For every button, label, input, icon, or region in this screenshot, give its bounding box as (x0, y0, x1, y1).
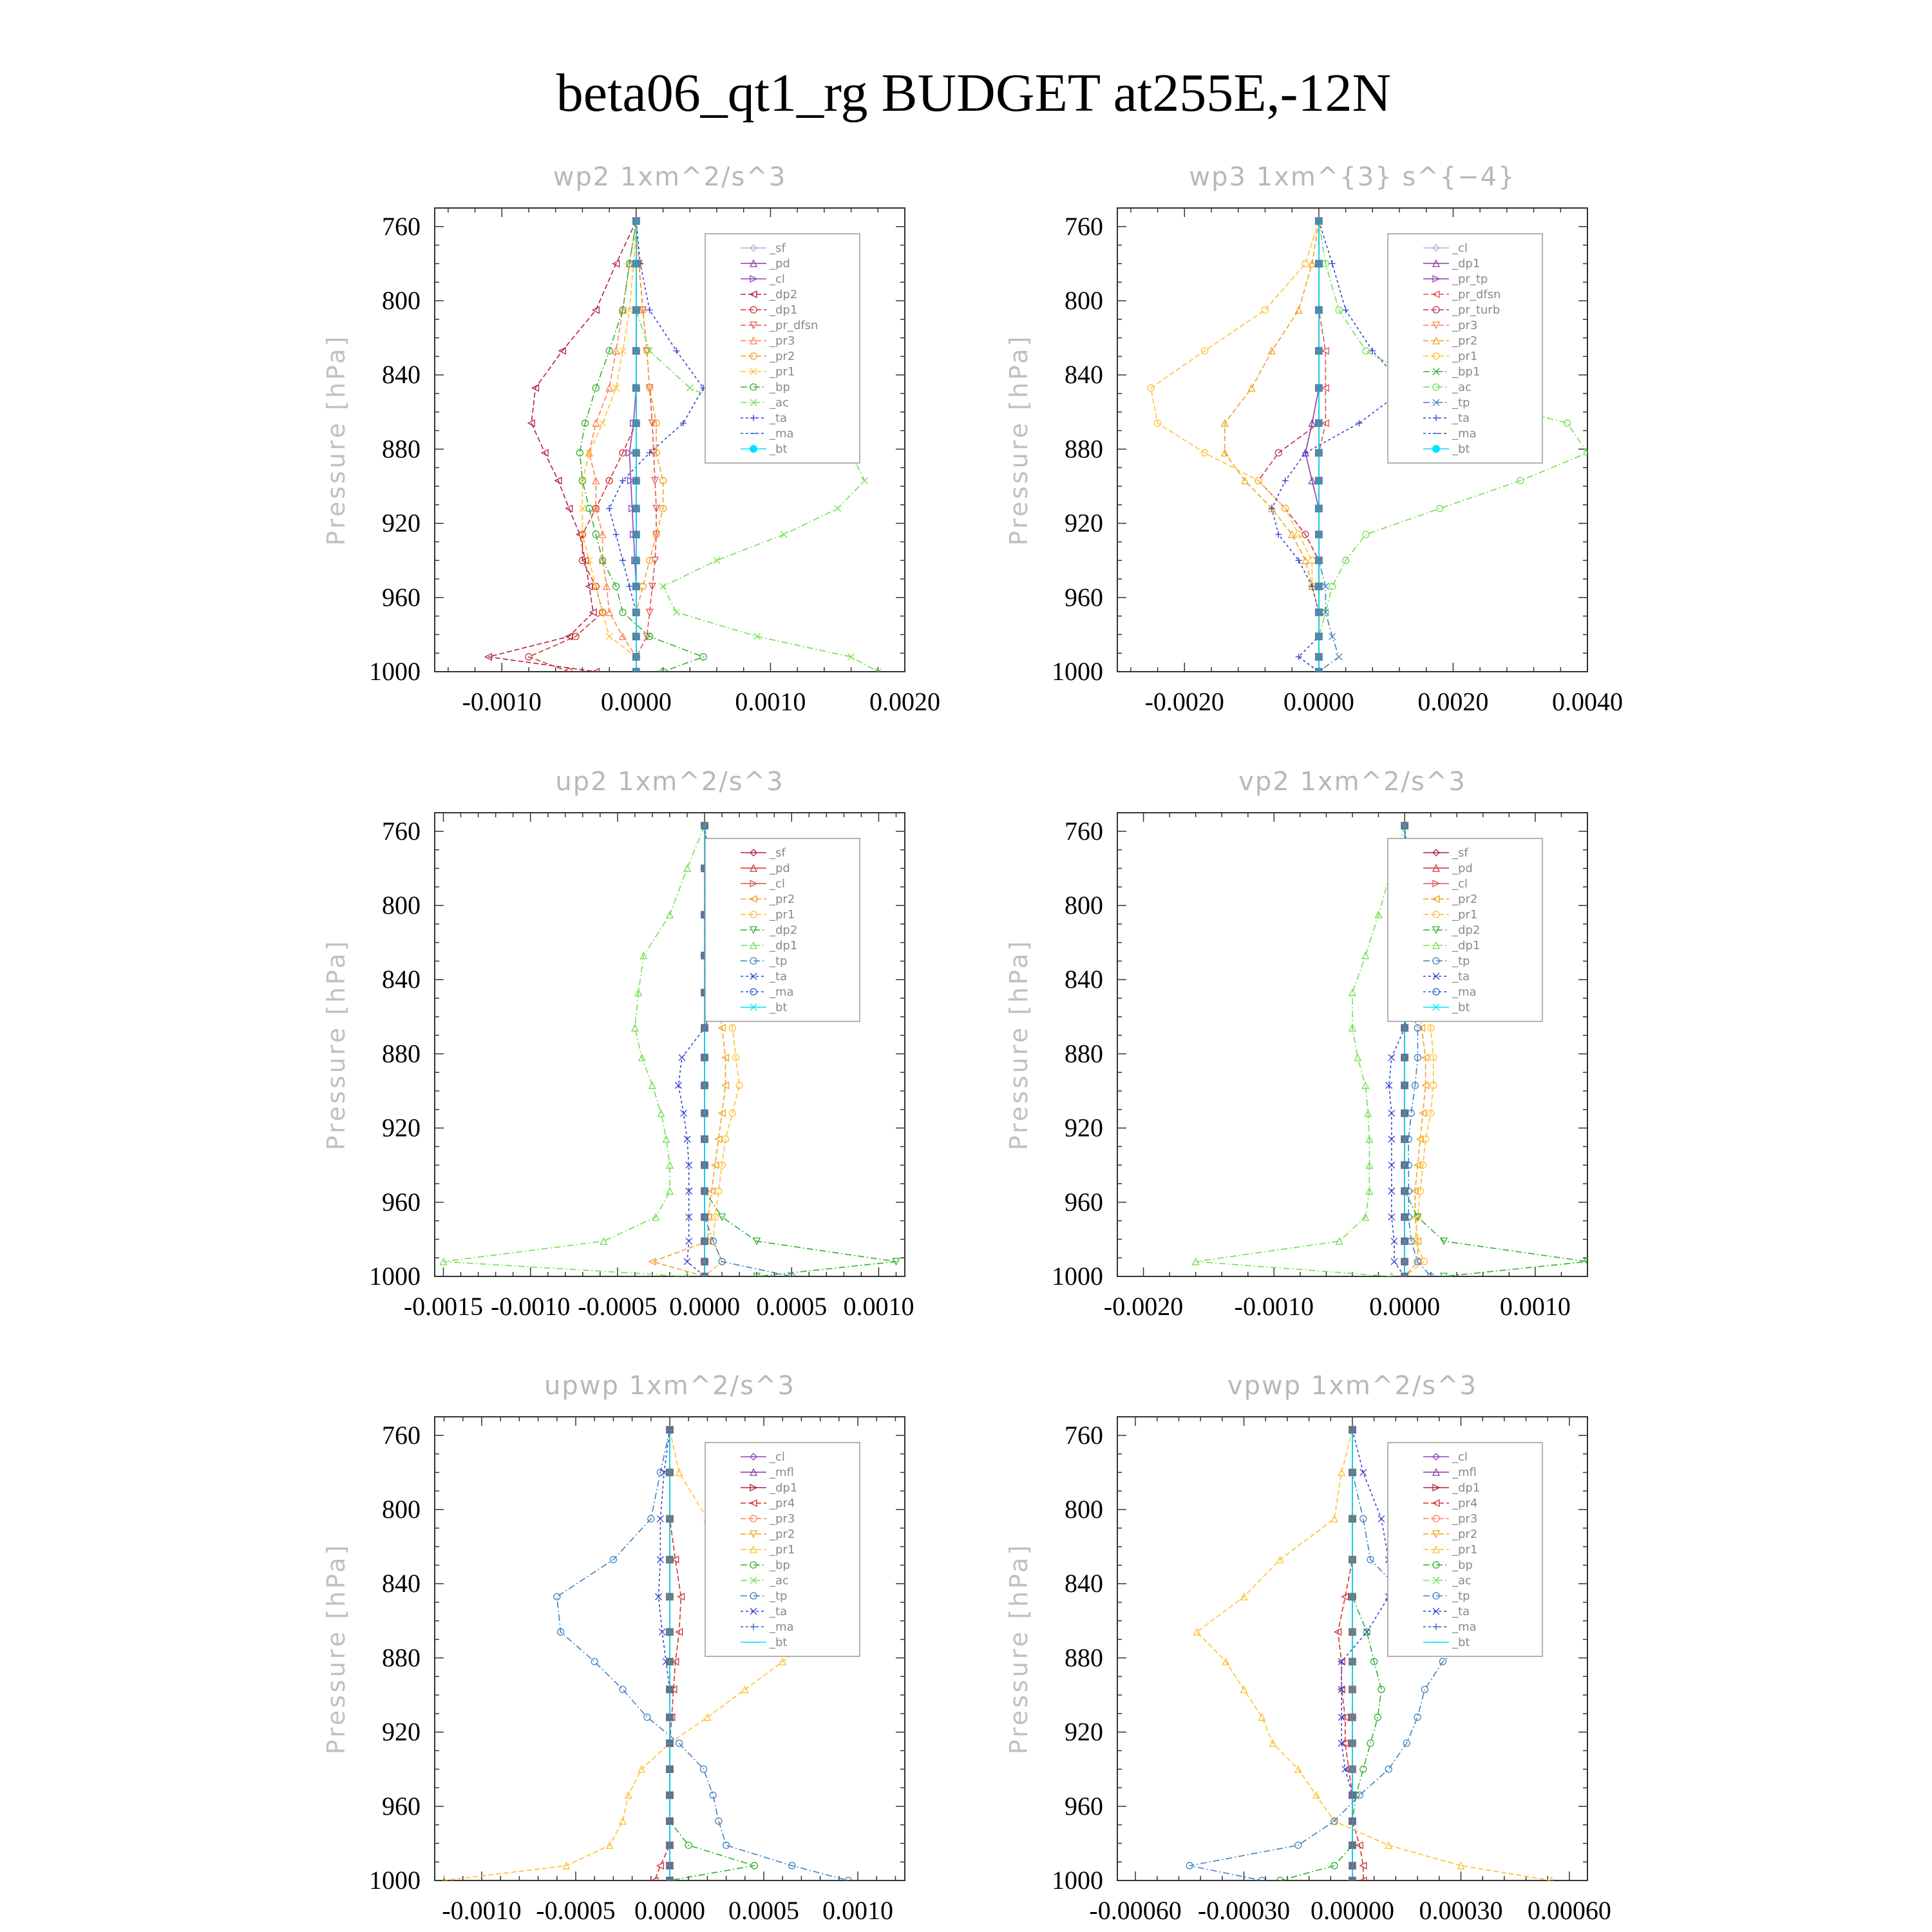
zero-marker (632, 347, 640, 355)
legend-entry: _dp2 (1452, 923, 1481, 937)
y-tick-label: 960 (1065, 582, 1103, 612)
legend-entry: _sf (770, 242, 786, 255)
legend-entry: _dp2 (770, 288, 798, 301)
zero-marker (1315, 505, 1323, 513)
zero-marker (632, 260, 640, 267)
legend-entry: _pr3 (770, 334, 795, 348)
panel-title: vpwp 1xm^2/s^3 (1227, 1371, 1478, 1401)
y-axis-label: Pressure [hPa] (322, 1542, 350, 1755)
panel-title: wp3 1xm^{3} s^{−4} (1189, 162, 1516, 192)
zero-marker (632, 306, 640, 314)
zero-marker (666, 1765, 674, 1773)
legend-entry: _ma (770, 985, 794, 999)
zero-marker (666, 1792, 674, 1799)
zero-marker (632, 609, 640, 616)
legend-entry: _pd (770, 257, 790, 270)
zero-marker (666, 1628, 674, 1636)
y-tick-label: 1000 (1052, 1262, 1103, 1291)
zero-marker (1401, 1081, 1408, 1089)
zero-marker (1315, 556, 1323, 564)
legend-entry: _pr2 (770, 350, 795, 363)
zero-marker (701, 1110, 708, 1117)
y-tick-label: 1000 (1052, 657, 1103, 686)
legend-entry: _pr1 (1452, 1543, 1478, 1557)
legend-entry: _tp (770, 954, 788, 968)
zero-marker (632, 449, 640, 457)
y-axis-label: Pressure [hPa] (322, 938, 350, 1151)
zero-marker (1315, 384, 1323, 392)
x-tick-label: 0.00000 (1311, 1896, 1394, 1925)
legend-entry: _dp1 (1452, 257, 1481, 270)
legend-entry: _ta (1452, 970, 1470, 983)
legend-entry: _pr1 (770, 365, 795, 379)
legend-entry: _dp1 (1452, 1481, 1481, 1495)
zero-marker (1349, 1862, 1356, 1870)
legend-entry: _pr1 (770, 1543, 795, 1557)
y-tick-label: 920 (382, 508, 421, 538)
y-tick-label: 800 (1065, 1495, 1103, 1524)
x-tick-label: -0.0005 (536, 1896, 616, 1925)
zero-marker (1315, 477, 1323, 484)
y-tick-label: 760 (1065, 816, 1103, 846)
legend-entry: _dp1 (770, 1481, 798, 1495)
zero-marker (1401, 1161, 1408, 1169)
legend-entry: _bt (1452, 1001, 1470, 1014)
legend-entry: _ac (770, 1574, 789, 1587)
legend-entry: _pr1 (770, 908, 795, 922)
y-tick-label: 920 (1065, 508, 1103, 538)
legend-entry: _ac (1452, 381, 1472, 394)
legend-entry: _bt (770, 442, 788, 456)
zero-marker (701, 1135, 708, 1143)
y-axis-label: Pressure [hPa] (1005, 1542, 1033, 1755)
zero-marker (1401, 1237, 1408, 1245)
legend-entry: _bt (1452, 442, 1470, 456)
y-tick-label: 760 (382, 1420, 421, 1450)
legend-entry: _pr4 (1452, 1497, 1478, 1510)
zero-marker (1401, 1213, 1408, 1221)
legend-entry: _ma (770, 1620, 794, 1634)
zero-marker (666, 1685, 674, 1693)
y-tick-label: 840 (1065, 1569, 1103, 1598)
zero-marker (1315, 609, 1323, 616)
zero-marker (666, 1817, 674, 1825)
legend-entry: _cl (1452, 877, 1468, 891)
y-tick-label: 880 (382, 1643, 421, 1672)
x-tick-label: -0.0010 (442, 1896, 522, 1925)
x-tick-label: 0.00060 (1527, 1896, 1611, 1925)
zero-marker (701, 1237, 708, 1245)
zero-marker (1349, 1765, 1356, 1773)
legend-entry: _bp (770, 381, 790, 394)
legend-entry: _tp (1452, 954, 1470, 968)
y-tick-label: 1000 (1052, 1866, 1103, 1895)
y-axis-label: Pressure [hPa] (322, 334, 350, 546)
legend-entry: _dp1 (770, 303, 798, 317)
zero-marker (632, 419, 640, 427)
zero-marker (1349, 1628, 1356, 1636)
zero-marker (666, 1426, 674, 1434)
zero-marker (1315, 531, 1323, 538)
y-tick-label: 760 (382, 816, 421, 846)
legend-entry: _mfl (1452, 1466, 1477, 1479)
legend-entry: _pd (1452, 862, 1473, 875)
zero-marker (1315, 583, 1323, 591)
x-tick-label: 0.0005 (728, 1896, 799, 1925)
legend-entry: _pr3 (1452, 319, 1478, 332)
y-tick-label: 800 (382, 286, 421, 315)
x-tick-label: -0.00030 (1197, 1896, 1291, 1925)
legend-entry: _pr4 (770, 1497, 795, 1510)
zero-marker (1349, 1685, 1356, 1693)
x-tick-label: 0.0000 (669, 1292, 741, 1321)
legend-entry: _pr1 (1452, 908, 1478, 922)
legend-entry: _cl (770, 877, 785, 891)
x-tick-label: -0.0010 (1234, 1292, 1314, 1321)
legend-entry: _tp (770, 1589, 788, 1603)
legend-entry: _pr_dfsn (770, 319, 819, 332)
x-tick-label: 0.0040 (1552, 687, 1623, 716)
zero-marker (1349, 1658, 1356, 1665)
y-tick-label: 840 (1065, 965, 1103, 994)
legend-entry: _pr3 (770, 1512, 795, 1526)
zero-marker (701, 1024, 708, 1032)
y-tick-label: 840 (382, 965, 421, 994)
zero-marker (1349, 1593, 1356, 1600)
legend-entry: _ma (1452, 427, 1477, 440)
y-tick-label: 800 (382, 1495, 421, 1524)
zero-marker (666, 1862, 674, 1870)
legend-entry: _pr2 (770, 1528, 795, 1541)
x-tick-label: 0.0000 (634, 1896, 705, 1925)
legend-entry: _ta (1452, 1605, 1470, 1618)
x-tick-label: 0.0000 (1369, 1292, 1441, 1321)
x-tick-label: 0.0020 (869, 687, 940, 716)
panel-title: wp2 1xm^2/s^3 (553, 162, 787, 192)
y-tick-label: 920 (382, 1113, 421, 1142)
zero-marker (666, 1593, 674, 1600)
zero-marker (632, 653, 640, 661)
zero-marker (666, 1714, 674, 1721)
zero-marker (701, 1258, 708, 1265)
y-axis-label: Pressure [hPa] (1005, 334, 1033, 546)
y-tick-label: 840 (1065, 360, 1103, 390)
x-tick-label: 0.0010 (735, 687, 806, 716)
legend-entry: _pr2 (1452, 334, 1478, 348)
y-tick-label: 960 (1065, 1791, 1103, 1821)
x-tick-label: -0.0020 (1103, 1292, 1184, 1321)
zero-marker (1401, 1135, 1408, 1143)
y-tick-label: 920 (382, 1717, 421, 1747)
zero-marker (1315, 260, 1323, 267)
zero-marker (1401, 822, 1408, 829)
y-tick-label: 920 (1065, 1113, 1103, 1142)
x-tick-label: 0.0020 (1417, 687, 1489, 716)
zero-marker (1349, 1468, 1356, 1476)
zero-marker (1349, 1739, 1356, 1747)
zero-marker (1349, 1426, 1356, 1434)
legend-entry: _bp (1452, 1558, 1473, 1572)
legend-entry: _ta (770, 970, 788, 983)
legend-entry: _mfl (770, 1466, 794, 1479)
y-tick-label: 800 (1065, 286, 1103, 315)
zero-marker (632, 477, 640, 484)
legend-entry: _ta (770, 1605, 788, 1618)
panel-title: up2 1xm^2/s^3 (555, 767, 784, 797)
zero-marker (632, 505, 640, 513)
legend-marker (1432, 445, 1440, 453)
zero-marker (1401, 1110, 1408, 1117)
zero-marker (701, 1213, 708, 1221)
legend-entry: _tp (1452, 1589, 1470, 1603)
x-tick-label: -0.0020 (1144, 687, 1224, 716)
zero-marker (632, 556, 640, 564)
zero-marker (632, 217, 640, 225)
zero-marker (666, 1739, 674, 1747)
legend-entry: _pr1 (1452, 350, 1478, 363)
legend-entry: _sf (1452, 846, 1468, 860)
zero-marker (666, 1658, 674, 1665)
legend-entry: _pr_tp (1452, 272, 1488, 286)
legend-entry: _ta (770, 412, 788, 425)
zero-marker (632, 583, 640, 591)
zero-marker (701, 1054, 708, 1061)
y-tick-label: 880 (1065, 434, 1103, 464)
zero-marker (1401, 1054, 1408, 1061)
zero-marker (1315, 347, 1323, 355)
zero-marker (1349, 1714, 1356, 1721)
zero-marker (632, 632, 640, 640)
y-axis-label: Pressure [hPa] (1005, 938, 1033, 1151)
y-tick-label: 960 (382, 1791, 421, 1821)
zero-marker (1401, 1258, 1408, 1265)
zero-marker (1315, 217, 1323, 225)
zero-marker (1315, 419, 1323, 427)
y-tick-label: 1000 (369, 657, 421, 686)
zero-marker (1315, 306, 1323, 314)
legend-entry: _cl (1452, 242, 1468, 255)
y-tick-label: 760 (1065, 211, 1103, 241)
zero-marker (1349, 1515, 1356, 1522)
y-tick-label: 840 (382, 360, 421, 390)
y-tick-label: 920 (1065, 1717, 1103, 1747)
zero-marker (1315, 449, 1323, 457)
zero-marker (632, 531, 640, 538)
x-tick-label: 0.0010 (822, 1896, 893, 1925)
legend-entry: _pr_turb (1452, 303, 1501, 317)
legend-entry: _pr2 (1452, 1528, 1478, 1541)
x-tick-label: 0.0010 (843, 1292, 914, 1321)
zero-marker (701, 822, 708, 829)
legend-entry: _tp (1452, 396, 1470, 410)
zero-marker (1349, 1792, 1356, 1799)
legend-entry: _dp1 (1452, 939, 1481, 952)
x-tick-label: 0.0000 (600, 687, 672, 716)
y-tick-label: 880 (382, 434, 421, 464)
zero-marker (666, 1556, 674, 1564)
zero-marker (1401, 1188, 1408, 1195)
zero-marker (1401, 1024, 1408, 1032)
zero-marker (666, 1841, 674, 1849)
zero-marker (1315, 632, 1323, 640)
legend-entry: _pr2 (1452, 893, 1478, 906)
zero-marker (666, 1468, 674, 1476)
zero-marker (1349, 1841, 1356, 1849)
legend-entry: _ma (1452, 1620, 1477, 1634)
legend-entry: _bp (770, 1558, 790, 1572)
legend-entry: _cl (1452, 1450, 1468, 1464)
x-tick-label: 0.00030 (1419, 1896, 1503, 1925)
y-tick-label: 760 (1065, 1420, 1103, 1450)
legend-entry: _cl (770, 1450, 785, 1464)
y-tick-label: 880 (1065, 1643, 1103, 1672)
x-tick-label: 0.0010 (1499, 1292, 1571, 1321)
zero-marker (701, 1188, 708, 1195)
legend-entry: _pr3 (1452, 1512, 1478, 1526)
zero-marker (701, 1161, 708, 1169)
y-tick-label: 760 (382, 211, 421, 241)
x-tick-label: -0.0010 (491, 1292, 571, 1321)
y-tick-label: 960 (382, 1187, 421, 1217)
y-tick-label: 960 (1065, 1187, 1103, 1217)
legend-entry: _bp1 (1452, 365, 1481, 379)
legend-entry: _bt (770, 1636, 788, 1649)
panel-title: vp2 1xm^2/s^3 (1238, 767, 1466, 797)
x-tick-label: -0.00060 (1089, 1896, 1182, 1925)
legend-entry: _pd (770, 862, 790, 875)
y-tick-label: 1000 (369, 1262, 421, 1291)
x-tick-label: 0.0005 (756, 1292, 828, 1321)
legend-entry: _dp1 (770, 939, 798, 952)
y-tick-label: 960 (382, 582, 421, 612)
legend-entry: _sf (770, 846, 786, 860)
zero-marker (1349, 1556, 1356, 1564)
y-tick-label: 800 (382, 891, 421, 920)
y-tick-label: 880 (1065, 1039, 1103, 1068)
legend-entry: _ta (1452, 412, 1470, 425)
zero-marker (1349, 1817, 1356, 1825)
legend-entry: _ma (770, 427, 794, 440)
panel-title: upwp 1xm^2/s^3 (544, 1371, 795, 1401)
legend-entry: _pr2 (770, 893, 795, 906)
legend-entry: _bt (1452, 1636, 1470, 1649)
legend-marker (750, 445, 757, 453)
x-tick-label: -0.0015 (403, 1292, 484, 1321)
legend-entry: _ac (1452, 1574, 1472, 1587)
legend-entry: _cl (770, 272, 785, 286)
zero-marker (1315, 653, 1323, 661)
zero-marker (666, 1515, 674, 1522)
legend-entry: _dp2 (770, 923, 798, 937)
legend-entry: _bt (770, 1001, 788, 1014)
y-tick-label: 840 (382, 1569, 421, 1598)
zero-marker (701, 1081, 708, 1089)
legend-entry: _ma (1452, 985, 1477, 999)
legend-entry: _pr_dfsn (1452, 288, 1501, 301)
zero-marker (632, 384, 640, 392)
y-tick-label: 1000 (369, 1866, 421, 1895)
x-tick-label: -0.0010 (462, 687, 542, 716)
x-tick-label: -0.0005 (578, 1292, 658, 1321)
x-tick-label: 0.0000 (1283, 687, 1354, 716)
y-tick-label: 800 (1065, 891, 1103, 920)
figure-title: beta06_qt1_rg BUDGET at255E,-12N (556, 63, 1392, 123)
y-tick-label: 880 (382, 1039, 421, 1068)
legend-entry: _ac (770, 396, 789, 410)
